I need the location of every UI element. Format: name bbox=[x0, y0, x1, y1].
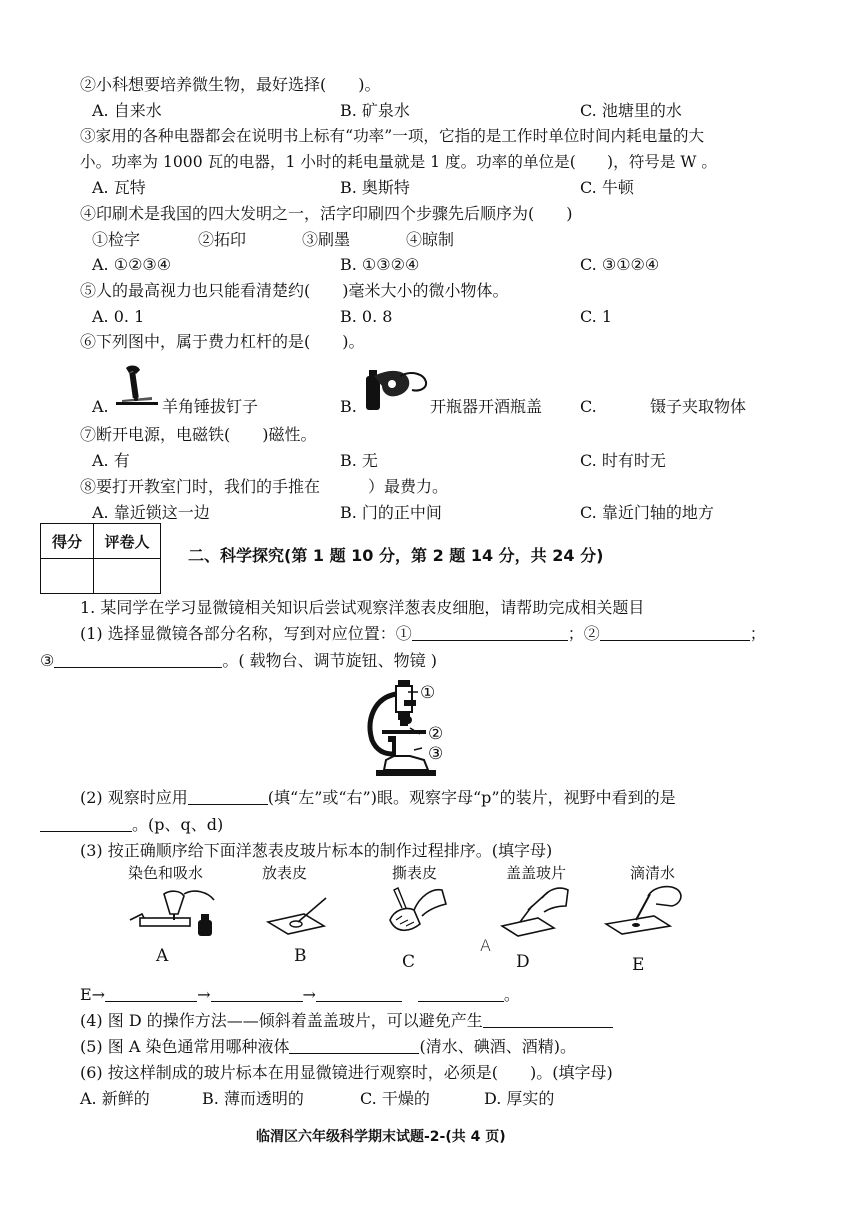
q3-option-b: B. 奥斯特 bbox=[340, 178, 410, 197]
step-caption-c: 撕表皮 bbox=[392, 864, 438, 882]
q7-stem: ⑦断开电源，电磁铁( )磁性。 bbox=[80, 425, 317, 444]
s1-stem: 1. 某同学在学习显微镜相关知识后尝试观察洋葱表皮细胞，请帮助完成相关题目 bbox=[80, 598, 645, 617]
sequence-blank-3[interactable] bbox=[316, 984, 402, 1002]
staining-step-icon bbox=[124, 884, 220, 944]
q7-option-b: B. 无 bbox=[340, 451, 378, 470]
s1-part6-option-d: D. 厚实的 bbox=[484, 1089, 555, 1108]
q8-option-c: C. 靠近门轴的地方 bbox=[580, 503, 714, 522]
answer-blank-letter[interactable] bbox=[40, 814, 132, 832]
q6-option-a-text: 羊角锤拔钉子 bbox=[162, 397, 259, 416]
s1-part6: (6) 按这样制成的玻片标本在用显微镜进行观察时，必须是( )。(填字母) bbox=[80, 1063, 613, 1082]
q6-option-c-letter: C. bbox=[580, 397, 597, 416]
q3-stem-line1: ③家用的各种电器都会在说明书上标有“功率”一项，它指的是工作时单位时间内耗电量的大 bbox=[80, 127, 705, 145]
q2-option-b: B. 矿泉水 bbox=[340, 101, 410, 120]
step-caption-a: 染色和吸水 bbox=[128, 864, 204, 882]
microscope-label-1: ① bbox=[420, 683, 436, 703]
q2-option-a: A. 自来水 bbox=[92, 101, 162, 120]
q5-stem: ⑤人的最高视力也只能看清楚约( )毫米大小的微小物体。 bbox=[80, 281, 509, 300]
s1-part2-line2 bbox=[40, 814, 223, 836]
step-letter-e: E bbox=[632, 955, 645, 975]
s1-part1-line2 bbox=[40, 650, 437, 672]
s1-part2-options: 。(p、q、d) bbox=[132, 815, 224, 834]
s1-part1-sep: ；② bbox=[567, 624, 600, 643]
s1-part6-option-b: B. 薄而透明的 bbox=[202, 1089, 304, 1108]
q8-option-a: A. 靠近锁这一边 bbox=[92, 503, 210, 522]
q3-stem-line2: 小。功率为 1000 瓦的电器，1 小时的耗电量就是 1 度。功率的单位是( )，符号是 W 。 bbox=[80, 153, 718, 171]
score-header: 得分 bbox=[41, 524, 94, 559]
q6-option-a-letter: A. bbox=[92, 397, 109, 416]
q7-option-c: C. 时有时无 bbox=[580, 451, 666, 470]
s1-part1-label3: ③ bbox=[40, 651, 55, 670]
sequence-arrow-1: → bbox=[197, 985, 211, 1004]
s1-part3: (3) 按正确顺序给下面洋葱表皮玻片标本的制作过程排序。(填字母) bbox=[80, 841, 553, 860]
s1-part5-text: (5) 图 A 染色通常用哪种液体 bbox=[80, 1037, 290, 1056]
sequence-blank-4[interactable] bbox=[418, 984, 504, 1002]
s1-part5 bbox=[80, 1036, 576, 1058]
q5-option-b: B. 0. 8 bbox=[340, 307, 393, 326]
claw-hammer-icon bbox=[112, 362, 162, 412]
q2-option-c: C. 池塘里的水 bbox=[580, 101, 682, 120]
q7-option-a: A. 有 bbox=[92, 451, 130, 470]
place-epidermis-icon bbox=[264, 892, 334, 942]
q3-option-a: A. 瓦特 bbox=[92, 178, 146, 197]
bottle-opener-icon bbox=[360, 366, 430, 414]
s1-part1-end: ； bbox=[749, 624, 766, 643]
q4-option-c: C. ③①②④ bbox=[580, 255, 660, 274]
q8-stem: ⑧要打开教室门时，我们的手推在 ）最费力。 bbox=[80, 477, 449, 496]
cover-slip-icon bbox=[498, 880, 574, 944]
q6-option-b-text: 开瓶器开酒瓶盖 bbox=[430, 397, 543, 416]
answer-blank-1[interactable] bbox=[412, 623, 568, 641]
microscope-label-2: ② bbox=[428, 724, 444, 744]
s1-part4-text: (4) 图 D 的操作方法——倾斜着盖盖玻片，可以避免产生 bbox=[80, 1011, 483, 1030]
page-footer: 临渭区六年级科学期末试题-2-(共 4 页) bbox=[256, 1129, 506, 1145]
q4-step-1: ①检字 bbox=[92, 230, 141, 249]
q4-step-3: ③刷墨 bbox=[302, 230, 351, 249]
sequence-blank-2[interactable] bbox=[211, 984, 303, 1002]
q3-option-c: C. 牛顿 bbox=[580, 178, 634, 197]
score-table bbox=[40, 523, 161, 594]
q4-option-b: B. ①③②④ bbox=[340, 255, 420, 274]
answer-blank-3[interactable] bbox=[54, 650, 222, 668]
q8-option-b: B. 门的正中间 bbox=[340, 503, 442, 522]
peel-epidermis-icon bbox=[380, 880, 450, 944]
q6-option-b-letter: B. bbox=[340, 397, 357, 416]
s1-part4 bbox=[80, 1010, 613, 1032]
grader-cell[interactable] bbox=[94, 559, 161, 594]
drip-water-icon bbox=[600, 880, 690, 944]
s1-part6-option-c: C. 干燥的 bbox=[360, 1089, 430, 1108]
step-letter-b: B bbox=[294, 946, 307, 966]
step-caption-b: 放表皮 bbox=[262, 864, 308, 882]
q2-stem: ②小科想要培养微生物，最好选择( )。 bbox=[80, 75, 381, 94]
section-2-title: 二、科学探究(第 1 题 10 分，第 2 题 14 分，共 24 分) bbox=[188, 546, 604, 565]
q4-option-a: A. ①②③④ bbox=[92, 255, 172, 274]
step-caption-e: 滴清水 bbox=[630, 864, 676, 882]
s1-part5-options: (清水、碘酒、酒精)。 bbox=[419, 1037, 576, 1056]
s1-part1-line1 bbox=[80, 623, 766, 645]
sequence-start: E→ bbox=[80, 985, 106, 1004]
s1-part6-option-a: A. 新鲜的 bbox=[80, 1089, 150, 1108]
step-letter-d: D bbox=[516, 952, 530, 972]
q4-stem: ④印刷术是我国的四大发明之一，活字印刷四个步骤先后顺序为( ) bbox=[80, 204, 573, 223]
grader-header: 评卷人 bbox=[94, 524, 161, 559]
sequence-answer-line bbox=[80, 984, 520, 1006]
s1-part2-line1 bbox=[80, 787, 676, 809]
q6-option-c-text: 镊子夹取物体 bbox=[650, 397, 747, 416]
q4-step-4: ④晾制 bbox=[406, 230, 455, 249]
answer-blank-liquid[interactable] bbox=[289, 1036, 419, 1054]
step-caption-d: 盖盖玻片 bbox=[506, 864, 567, 882]
sequence-blank-1[interactable] bbox=[105, 984, 197, 1002]
microscope-label-3: ③ bbox=[428, 744, 444, 764]
s1-part1-prefix: (1) 选择显微镜各部分名称，写到对应位置：① bbox=[80, 624, 412, 643]
q5-option-c: C. 1 bbox=[580, 307, 613, 326]
s1-part2-prefix: (2) 观察时应用 bbox=[80, 788, 188, 807]
q6-stem: ⑥下列图中，属于费力杠杆的是( )。 bbox=[80, 332, 365, 351]
q5-option-a: A. 0. 1 bbox=[92, 307, 145, 326]
sequence-arrow-2: → bbox=[302, 985, 316, 1004]
answer-blank-2[interactable] bbox=[600, 623, 750, 641]
step-letter-c: C bbox=[402, 952, 416, 972]
score-cell[interactable] bbox=[41, 559, 94, 594]
q4-step-2: ②拓印 bbox=[198, 230, 247, 249]
answer-blank-eye[interactable] bbox=[188, 787, 268, 805]
step-letter-a: A bbox=[156, 946, 169, 966]
answer-blank-bubbles[interactable] bbox=[483, 1010, 613, 1028]
s1-part1-options: 。( 载物台、调节旋钮、物镜 ) bbox=[222, 651, 438, 670]
sequence-end: 。 bbox=[503, 985, 520, 1004]
s1-part2-text: (填“左”或“右”)眼。观察字母“p”的装片，视野中看到的是 bbox=[267, 788, 676, 807]
stray-mark: A bbox=[480, 936, 491, 955]
